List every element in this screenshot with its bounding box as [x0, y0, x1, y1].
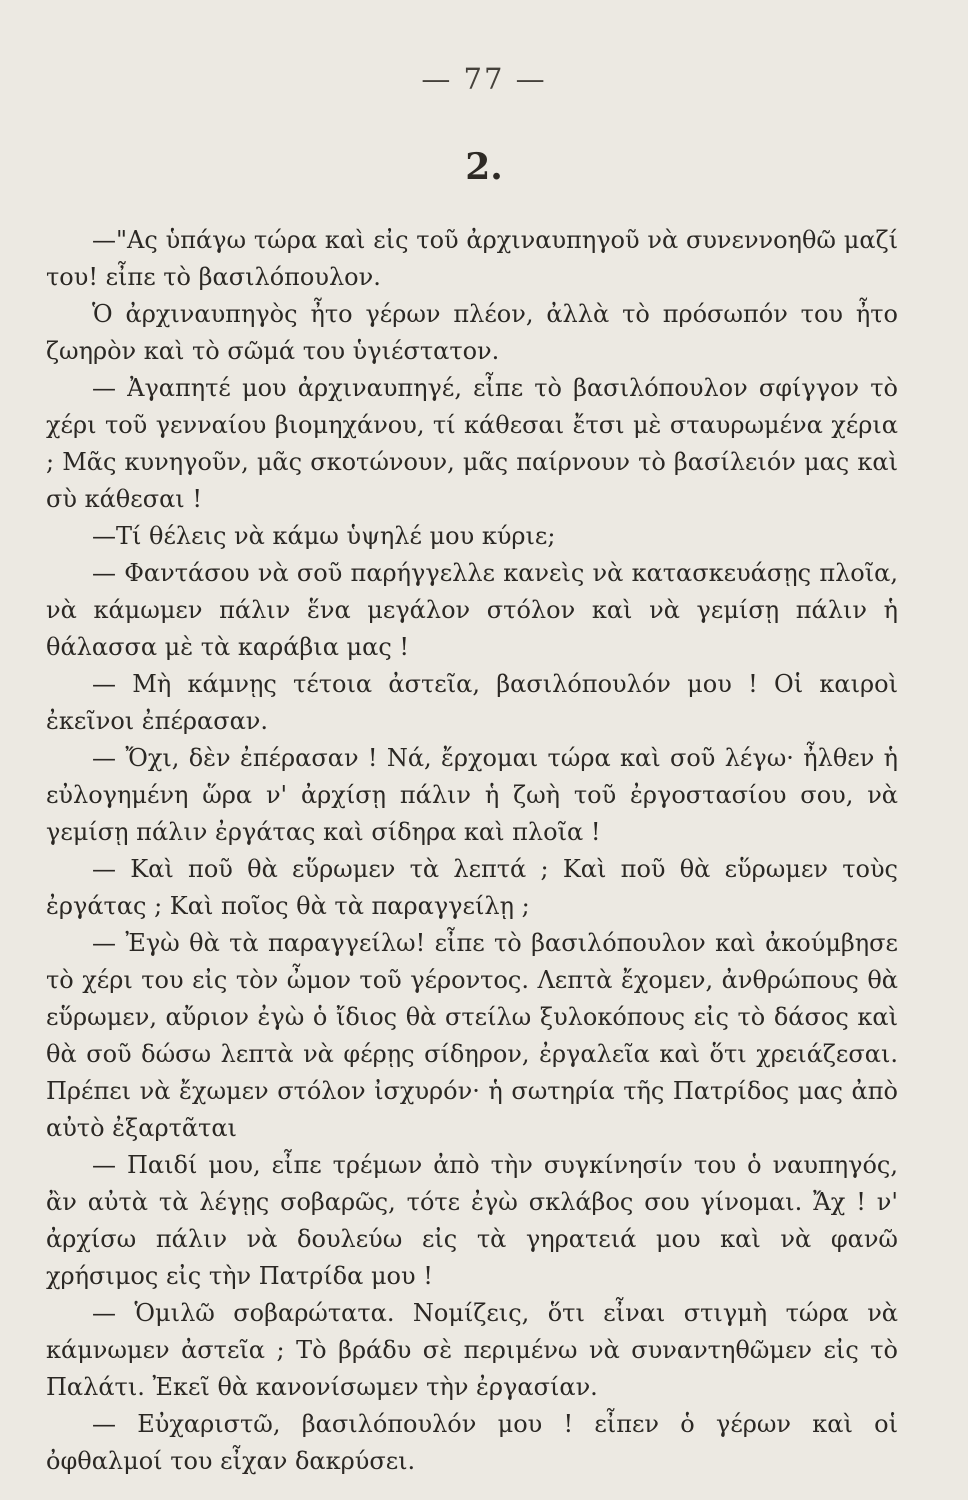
paragraph: — Ἀγαπητέ μου ἀρχιναυπηγέ, εἶπε τὸ βασιλόπουλον σφίγγον τὸ χέρι τοῦ γενναίου βιομηχάνου, τί κάθεσαι ἔτσι μὲ σταυρωμένα χέρια ; Μᾶς κυνηγοῦν, μᾶς σκοτώνουν, μᾶς παίρνουν τὸ βασίλειόν μας καὶ σὺ κάθεσαι !: [46, 374, 898, 513]
paragraph: — Μὴ κάμνῃς τέτοια ἀστεῖα, βασιλόπουλόν μου ! Οἱ καιροὶ ἐκεῖνοι ἐπέρασαν.: [46, 670, 898, 735]
paragraph: — Ὁμιλῶ σοβαρώτατα. Νομίζεις, ὅτι εἶναι στιγμὴ τώρα νὰ κάμνωμεν ἀστεῖα ; Τὸ βράδυ σὲ περιμένω νὰ συναντηθῶμεν εἰς τὸ Παλάτι. Ἐκεῖ θὰ κανονίσωμεν τὴν ἐργασίαν.: [46, 1299, 898, 1401]
paragraph: — Παιδί μου, εἶπε τρέμων ἀπὸ τὴν συγκίνησίν του ὁ ναυπηγός, ἂν αὐτὰ τὰ λέγῃς σοβαρῶς, τότε ἐγὼ σκλάβος σου γίνομαι. Ἄχ ! ν' ἀρχίσω πάλιν νὰ δουλεύω εἰς τὰ γηρατειά μου καὶ νὰ φανῶ χρήσιμος εἰς τὴν Πατρίδα μου !: [46, 1151, 898, 1290]
section-number: 2.: [465, 146, 503, 188]
paragraph: — Εὐχαριστῶ, βασιλόπουλόν μου ! εἶπεν ὁ γέρων καὶ οἱ ὀφθαλμοί του εἶχαν δακρύσει.: [46, 1410, 898, 1475]
paragraph: — Φαντάσου νὰ σοῦ παρήγγελλε κανεὶς νὰ κατασκευάσῃς πλοῖα, νὰ κάμωμεν πάλιν ἕνα μεγάλον στόλον καὶ νὰ γεμίσῃ πάλιν ἡ θάλασσα μὲ τὰ καράβια μας !: [46, 559, 898, 661]
paragraph: — Καὶ ποῦ θὰ εὕρωμεν τὰ λεπτά ; Καὶ ποῦ θὰ εὕρωμεν τοὺς ἐργάτας ; Καὶ ποῖος θὰ τὰ παραγγείλῃ ;: [46, 855, 898, 920]
paragraph: —Τί θέλεις νὰ κάμω ὑψηλέ μου κύριε;: [92, 522, 556, 550]
paragraph: — Ὄχι, δὲν ἐπέρασαν ! Νά, ἔρχομαι τώρα καὶ σοῦ λέγω· ἦλθεν ἡ εὐλογημένη ὥρα ν' ἀρχίσῃ πάλιν ἡ ζωὴ τοῦ ἐργοστασίου σου, νὰ γεμίσῃ πάλιν ἐργάτας καὶ σίδηρα καὶ πλοῖα !: [46, 744, 898, 846]
paragraph: Ὁ ἀρχιναυπηγὸς ἦτο γέρων πλέον, ἀλλὰ τὸ πρόσωπόν του ἦτο ζωηρὸν καὶ τὸ σῶμά του ὑγιέστατον.: [46, 300, 898, 365]
paragraph: —"Ας ὑπάγω τώρα καὶ εἰς τοῦ ἀρχιναυπηγοῦ νὰ συνεννοηθῶ μαζί του! εἶπε τὸ βασιλόπουλον.: [46, 226, 898, 291]
text-body: [46, 222, 898, 1480]
paragraph: — Ἐγὼ θὰ τὰ παραγγείλω! εἶπε τὸ βασιλόπουλον καὶ ἀκούμβησε τὸ χέρι του εἰς τὸν ὦμον τοῦ γέροντος. Λεπτὰ ἔχομεν, ἀνθρώπους θὰ εὕρωμεν, αὔριον ἐγὼ ὁ ἴδιος θὰ στείλω ξυλοκόπους εἰς τὸ δάσος καὶ θὰ σοῦ δώσω λεπτὰ νὰ φέρῃς σίδηρον, ἐργαλεῖα καὶ ὅτι χρειάζεσαι. Πρέπει νὰ ἔχωμεν στόλον ἰσχυρόν· ἡ σωτηρία τῆς Πατρίδος μας ἀπὸ αὐτὸ ἐξαρτᾶται: [46, 929, 898, 1142]
page-number: — 77 —: [421, 62, 547, 96]
